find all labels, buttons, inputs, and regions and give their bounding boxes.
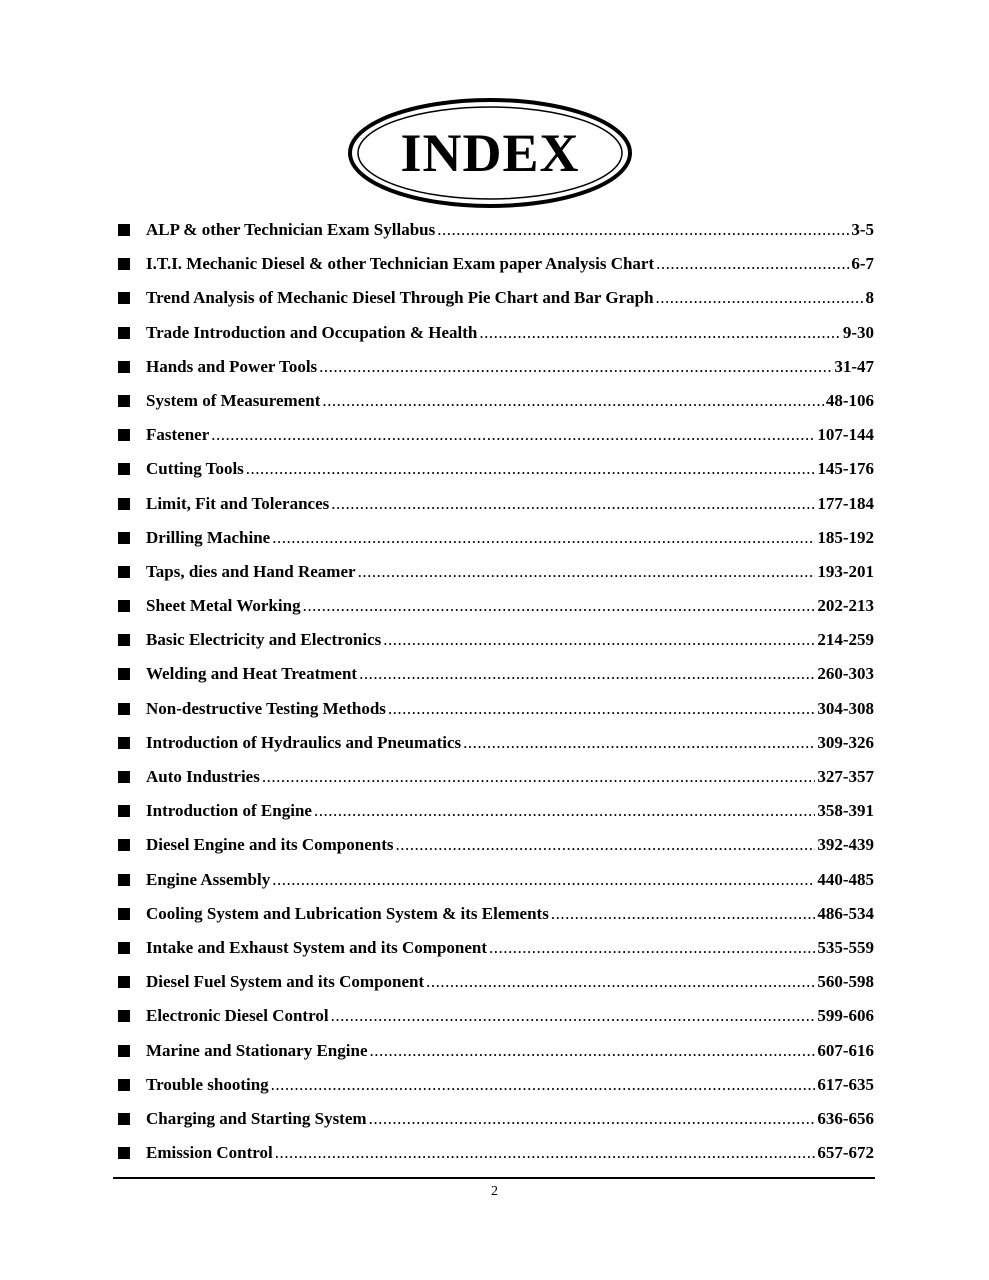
index-entry [118, 897, 874, 931]
dot-leader [388, 692, 815, 726]
entry-pages: 31-47 [834, 356, 874, 376]
dot-leader [489, 931, 815, 965]
entry-pages: 214-259 [817, 630, 874, 650]
entry-title: Charging and Starting System [146, 1108, 367, 1128]
entry-pages: 440-485 [817, 869, 874, 889]
dot-leader [479, 316, 840, 350]
square-bullet-icon [118, 429, 130, 441]
entry-pages: 48-106 [825, 390, 874, 410]
entry-title: Taps, dies and Hand Reamer [146, 561, 356, 581]
dot-leader [262, 760, 815, 794]
dot-leader [426, 965, 815, 999]
square-bullet-icon [118, 224, 130, 236]
entry-pages: 392-439 [817, 835, 874, 855]
square-bullet-icon [118, 771, 130, 783]
square-bullet-icon [118, 1147, 130, 1159]
entry-pages: 607-616 [817, 1040, 874, 1060]
index-entry [118, 1068, 874, 1102]
dot-leader [656, 247, 849, 281]
entry-title: Cutting Tools [146, 459, 244, 479]
dot-leader [395, 828, 815, 862]
entry-pages: 304-308 [817, 698, 874, 718]
entry-title: Marine and Stationary Engine [146, 1040, 368, 1060]
entry-pages: 657-672 [817, 1143, 874, 1163]
index-entry [118, 863, 874, 897]
dot-leader [303, 589, 816, 623]
entry-pages: 599-606 [817, 1006, 874, 1026]
dot-leader [358, 555, 816, 589]
entry-title: Diesel Fuel System and its Component [146, 972, 425, 992]
index-entry [118, 931, 874, 965]
dot-leader [319, 350, 832, 384]
dot-leader [370, 1034, 816, 1068]
index-list [118, 213, 874, 1170]
index-entry [118, 726, 874, 760]
entry-pages: 6-7 [851, 254, 874, 274]
entry-pages: 185-192 [817, 527, 874, 547]
dot-leader [331, 487, 815, 521]
square-bullet-icon [118, 634, 130, 646]
index-entry [118, 452, 874, 486]
index-entry [118, 555, 874, 589]
square-bullet-icon [118, 395, 130, 407]
index-entry [118, 1102, 874, 1136]
square-bullet-icon [118, 1010, 130, 1022]
dot-leader [314, 794, 815, 828]
square-bullet-icon [118, 942, 130, 954]
index-entry [118, 521, 874, 555]
square-bullet-icon [118, 1045, 130, 1057]
entry-pages: 486-534 [817, 903, 874, 923]
entry-pages: 9-30 [842, 322, 874, 342]
page-title: INDEX [400, 123, 580, 183]
entry-title: Trouble shooting [146, 1074, 269, 1094]
entry-pages: 193-201 [817, 561, 874, 581]
entry-title: Auto Industries [146, 767, 260, 786]
dot-leader [271, 1068, 816, 1102]
entry-title: Limit, Fit and Tolerances [146, 493, 330, 513]
square-bullet-icon [118, 566, 130, 578]
entry-title: System of Measurement [146, 390, 321, 410]
square-bullet-icon [118, 532, 130, 544]
entry-pages: 617-635 [817, 1074, 874, 1094]
entry-title: Engine Assembly [146, 869, 271, 889]
index-entry [118, 828, 874, 862]
index-title-badge [346, 95, 634, 211]
dot-leader [211, 418, 815, 452]
dot-leader [359, 657, 815, 691]
entry-pages: 8 [865, 288, 874, 308]
entry-title: Welding and Heat Treatment [146, 664, 358, 684]
entry-title: Intake and Exhaust System and its Component [146, 937, 488, 957]
square-bullet-icon [118, 258, 130, 270]
index-entry [118, 247, 874, 281]
entry-pages: 358-391 [817, 801, 874, 821]
index-entry [118, 657, 874, 691]
square-bullet-icon [118, 1079, 130, 1091]
square-bullet-icon [118, 668, 130, 680]
entry-title: Diesel Engine and its Components [146, 835, 394, 855]
entry-pages: 202-213 [817, 596, 874, 616]
index-entry [118, 384, 874, 418]
index-entry [118, 589, 874, 623]
entry-title: Emission Control [146, 1143, 273, 1163]
dot-leader [272, 521, 815, 555]
index-entry [118, 487, 874, 521]
entry-pages: 636-656 [817, 1108, 874, 1128]
index-entry [118, 692, 874, 726]
square-bullet-icon [118, 292, 130, 304]
entry-title: Non-destructive Testing Methods [146, 698, 386, 718]
entry-pages: 560-598 [817, 972, 874, 992]
entry-title: Electronic Diesel Control [146, 1006, 329, 1026]
entry-title: Trend Analysis of Mechanic Diesel Through Pie Chart and Bar Graph [146, 288, 654, 308]
dot-leader [437, 213, 849, 247]
entry-title: Introduction of Engine [146, 801, 312, 821]
index-entry [118, 316, 874, 350]
entry-pages: 260-303 [817, 664, 874, 684]
dot-leader [272, 863, 815, 897]
entry-pages: 107-144 [817, 425, 874, 445]
index-entry [118, 760, 874, 794]
index-entry [118, 1034, 874, 1068]
dot-leader [463, 726, 815, 760]
square-bullet-icon [118, 327, 130, 339]
dot-leader [656, 281, 864, 315]
index-entry [118, 418, 874, 452]
square-bullet-icon [118, 463, 130, 475]
square-bullet-icon [118, 498, 130, 510]
dot-leader [322, 384, 823, 418]
entry-title: Fastener [146, 425, 210, 445]
dot-leader [331, 999, 816, 1033]
square-bullet-icon [118, 737, 130, 749]
entry-pages: 535-559 [817, 937, 874, 957]
square-bullet-icon [118, 703, 130, 715]
entry-pages: 309-326 [817, 732, 874, 752]
entry-pages: 145-176 [817, 459, 874, 479]
square-bullet-icon [118, 839, 130, 851]
square-bullet-icon [118, 361, 130, 373]
index-entry [118, 350, 874, 384]
index-entry [118, 794, 874, 828]
entry-title: I.T.I. Mechanic Diesel & other Technician Exam paper Analysis Chart [146, 254, 655, 274]
entry-title: Drilling Machine [146, 527, 271, 547]
square-bullet-icon [118, 908, 130, 920]
entry-title: Cooling System and Lubrication System & its Elements [146, 903, 549, 923]
entry-title: Sheet Metal Working [146, 596, 301, 616]
index-entry [118, 999, 874, 1033]
index-entry [118, 965, 874, 999]
entry-pages: 327-357 [817, 767, 874, 786]
square-bullet-icon [118, 1113, 130, 1125]
dot-leader [275, 1136, 816, 1170]
entry-title: ALP & other Technician Exam Syllabus [146, 220, 436, 239]
dot-leader [246, 452, 816, 486]
entry-title: Introduction of Hydraulics and Pneumatics [146, 732, 462, 752]
index-entry [118, 1136, 874, 1170]
entry-title: Trade Introduction and Occupation & Health [146, 322, 478, 342]
square-bullet-icon [118, 600, 130, 612]
dot-leader [383, 623, 815, 657]
dot-leader [551, 897, 816, 931]
dot-leader [369, 1102, 816, 1136]
square-bullet-icon [118, 874, 130, 886]
entry-title: Basic Electricity and Electronics [146, 630, 382, 650]
index-entry [118, 623, 874, 657]
entry-pages: 177-184 [817, 493, 874, 513]
footer-divider [113, 1177, 875, 1179]
square-bullet-icon [118, 805, 130, 817]
entry-title: Hands and Power Tools [146, 356, 318, 376]
index-entry [118, 281, 874, 315]
square-bullet-icon [118, 976, 130, 988]
index-entry [118, 213, 874, 247]
page-number: 2 [491, 1184, 498, 1199]
entry-pages: 3-5 [851, 220, 874, 239]
